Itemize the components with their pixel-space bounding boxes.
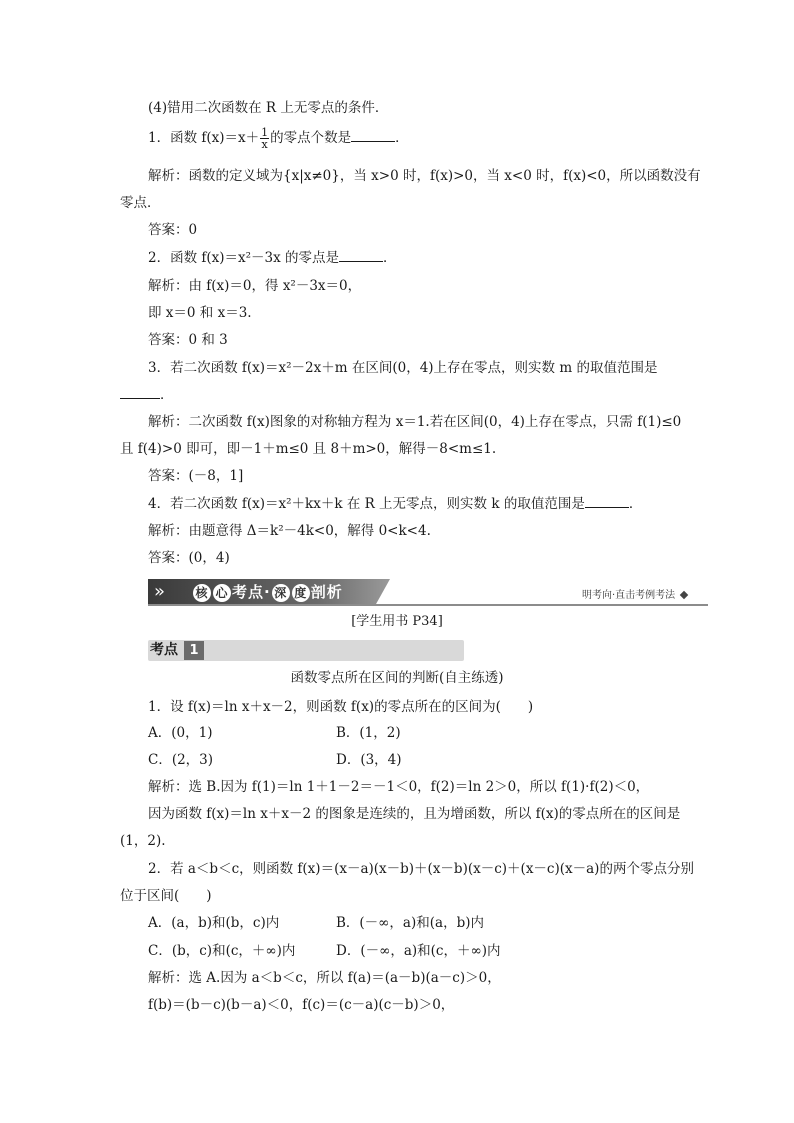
q4-analysis: 解析：由题意得 Δ＝k²－4k<0，解得 0<k<4. <box>148 523 431 539</box>
fraction-numerator: 1 <box>261 126 269 139</box>
fraction-denominator: x <box>261 138 268 151</box>
problem-1-option-d: D．(3，4) <box>336 752 402 768</box>
diamond-icon <box>680 591 688 599</box>
q3-analysis-line-1: 解析：二次函数 f(x)图象的对称轴方程为 x＝1.若在区间(0，4)上存在零点，只需 f(1)≤0 <box>148 414 682 430</box>
book-reference: [学生用书 P34] <box>351 614 443 629</box>
q1-answer: 答案：0 <box>148 222 198 238</box>
question-1-end: ． <box>395 130 409 146</box>
problem-1-option-c: C．(2，3) <box>148 752 214 768</box>
banner-tail: 剖析 <box>310 583 343 601</box>
problem-2-stem-line-2: 位于区间( ) <box>120 888 212 904</box>
section-divider <box>148 604 708 606</box>
intro-line: (4)错用二次函数在 R 上无零点的条件． <box>148 100 389 116</box>
problem-2-option-b: B．(－∞，a)和(a，b)内 <box>336 915 484 931</box>
banner-circle-char: 核 <box>193 584 211 602</box>
p2-analysis-line-2: f(b)＝(b－c)(b－a)＜0，f(c)＝(c－a)(c－b)＞0， <box>148 997 455 1013</box>
p1-analysis-line-3: (1，2). <box>120 833 166 849</box>
question-4-end: ． <box>628 496 643 512</box>
p1-analysis-line-1: 解析：选 B.因为 f(1)＝ln 1＋1－2＝－1＜0，f(2)＝ln 2＞0，所以 f(1)·f(2)＜0， <box>148 779 650 795</box>
double-chevron-icon: » <box>154 581 166 602</box>
section-tagline <box>582 589 687 603</box>
topic-label: 考点 <box>150 642 178 658</box>
problem-2-option-a: A．(a，b)和(b，c)内 <box>148 915 280 931</box>
problem-1-option-a: A．(0，1) <box>148 725 213 741</box>
q1-analysis-line-2: 零点． <box>120 195 161 211</box>
question-1-prefix: 1．函数 f(x)＝x＋ <box>148 130 260 146</box>
q2-analysis-line-2: 即 x＝0 和 x＝3. <box>148 305 252 321</box>
question-2-text: 2．函数 f(x)＝x²－3x 的零点是 <box>148 250 340 266</box>
section-tagline-text: 明考向·直击考例考法 <box>582 590 676 601</box>
problem-1-stem: 1．设 f(x)＝ln x＋x－2，则函数 f(x)的零点所在的区间为( ) <box>148 699 534 715</box>
q2-analysis-line-1: 解析：由 f(x)＝0，得 x²－3x＝0， <box>148 278 362 294</box>
topic-number: 1 <box>184 641 204 660</box>
problem-2-stem-line-1: 2．若 a＜b＜c，则函数 f(x)＝(x－a)(x－b)＋(x－b)(x－c)＋(x－c)(x－a)的两个零点分别 <box>148 861 694 877</box>
q3-analysis-line-2: 且 f(4)>0 即可，即－1＋m≤0 且 8＋m>0，解得－8<m≤1. <box>120 441 497 457</box>
question-2 <box>148 248 397 268</box>
question-2-end: ． <box>383 250 397 266</box>
answer-blank <box>339 248 383 262</box>
answer-blank <box>585 494 629 508</box>
banner-circle-char: 心 <box>213 584 231 602</box>
problem-1-option-b: B．(1，2) <box>336 725 401 741</box>
question-1 <box>148 127 409 150</box>
topic-subtitle: 函数零点所在区间的判断(自主练透) <box>290 670 504 686</box>
question-3-end: ． <box>160 387 174 403</box>
q1-analysis-line-1: 解析：函数的定义域为{x|x≠0}，当 x>0 时，f(x)>0，当 x<0 时，f(x)<0，所以函数没有 <box>148 168 701 184</box>
q3-answer: 答案：(－8，1] <box>148 468 244 484</box>
question-4 <box>148 494 642 514</box>
problem-2-option-c: C．(b，c)和(c，＋∞)内 <box>148 943 296 959</box>
section-title <box>192 582 343 602</box>
q4-answer: 答案：(0，4) <box>148 550 230 566</box>
question-3-blank-line <box>120 385 174 405</box>
banner-middle: 考点· <box>232 583 271 601</box>
banner-circle-char: 度 <box>292 584 310 602</box>
problem-2-option-d: D．(－∞，a)和(c，＋∞)内 <box>336 943 501 959</box>
answer-blank <box>351 128 395 142</box>
p2-analysis-line-1: 解析：选 A.因为 a＜b＜c，所以 f(a)＝(a－b)(a－c)＞0， <box>148 970 501 986</box>
p1-analysis-line-2: 因为函数 f(x)＝ln x＋x－2 的图象是连续的，且为增函数，所以 f(x)的零点所在的区间是 <box>148 806 681 822</box>
answer-blank <box>120 385 160 399</box>
question-3: 3．若二次函数 f(x)＝x²－2x＋m 在区间(0，4)上存在零点，则实数 m 的取值范围是 <box>148 360 658 376</box>
q2-answer: 答案：0 和 3 <box>148 332 228 348</box>
question-1-suffix: 的零点个数是 <box>270 130 352 146</box>
question-4-text: 4．若二次函数 f(x)＝x²＋kx＋k 在 R 上无零点，则实数 k 的取值范围是 <box>148 496 585 512</box>
banner-circle-char: 深 <box>272 584 290 602</box>
fraction <box>260 127 269 150</box>
